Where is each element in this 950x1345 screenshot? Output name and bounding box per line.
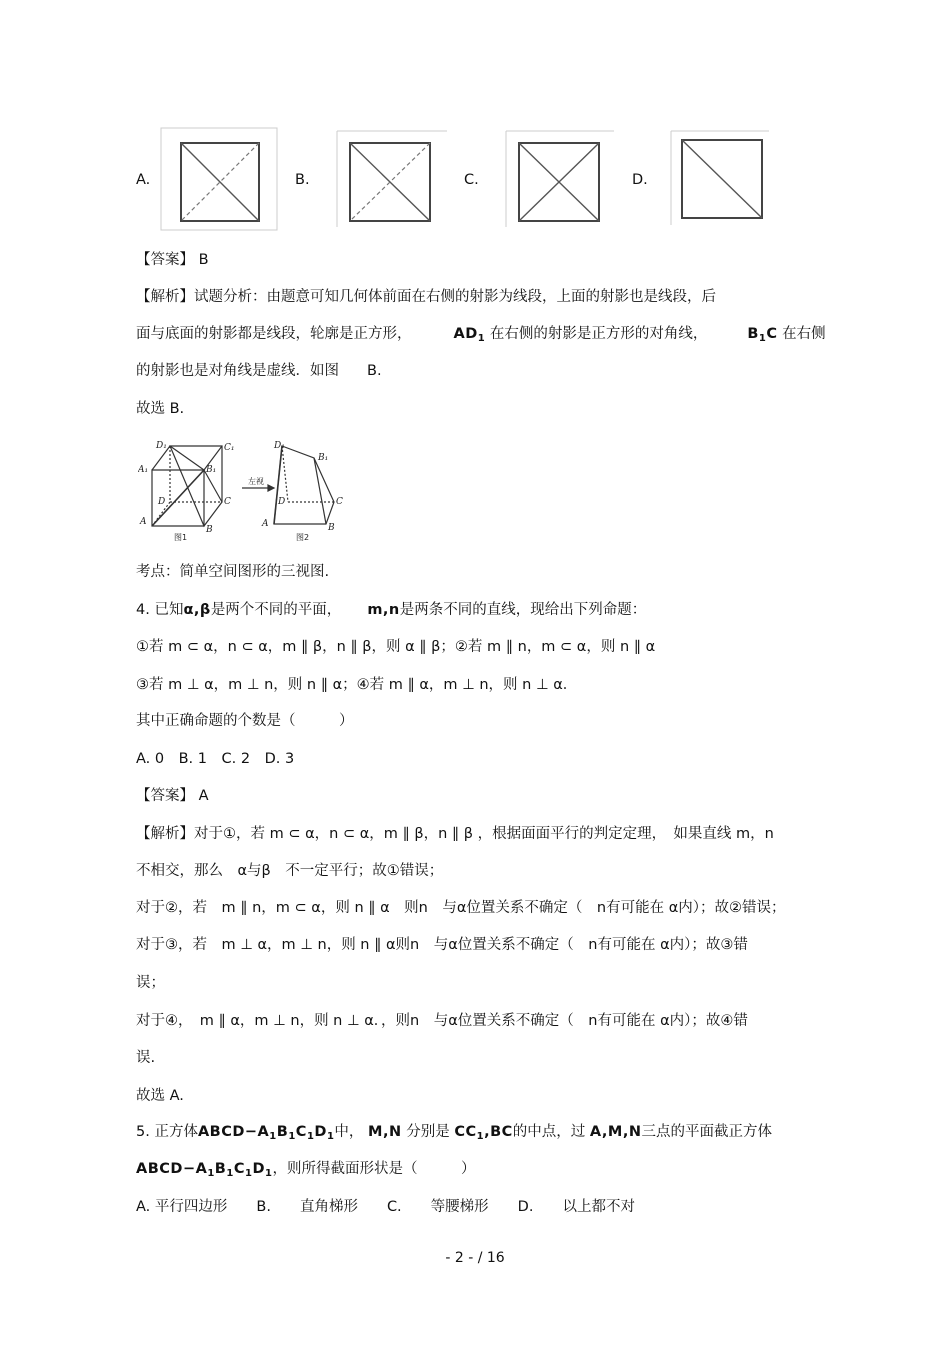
q3-analysis-line2-text-c: 在右侧	[782, 326, 826, 342]
q3-answer: 【答案】 B	[136, 252, 209, 268]
q4-choices: A. 0 B. 1 C. 2 D. 3	[136, 751, 295, 767]
q4-stem: 4. 已知α,β是两个不同的平面， m,n是两条不同的直线，现给出下列命题：	[136, 602, 647, 618]
q3-analysis-line3	[136, 361, 382, 381]
fig-right-label: 图2	[296, 533, 310, 542]
q5-stem-a: 5. 正方体	[136, 1124, 198, 1140]
q3-analysis-line2-text-a: 面与底面的射影都是线段，轮廓是正方形，	[136, 326, 412, 342]
q4-analysis-3: 对于②，若 m ∥ n，m ⊂ α，则 n ∥ α 则n 与α位置关系不确定（ n有可能在 α内）；故②错误；	[136, 900, 786, 916]
svg-text:B: B	[328, 523, 335, 533]
q5-stem-b: 中，	[334, 1124, 364, 1140]
page-footer: - 2 - / 16	[445, 1250, 505, 1266]
svg-text:A₁: A₁	[138, 465, 149, 475]
q3-analysis-line3-answer: B.	[367, 363, 382, 379]
q4-analysis-5: 误；	[136, 975, 165, 991]
svg-text:A: A	[140, 517, 147, 527]
q3-analysis-line3-text: 的射影也是对角线是虚线．如图	[136, 363, 339, 379]
q5-stem-line1: 5. 正方体$ABCD-A_1B_1C_1D_1$中， M,N 分别是 $CC_1,BC$的中点，过 A,M,N三点的平面截正方体	[136, 1124, 772, 1142]
q3-analysis-line1: 【解析】试题分析：由题意可知几何体前面在右侧的射影为线段，上面的射影也是线段，后	[136, 289, 716, 305]
option-b-label: B.	[295, 172, 310, 188]
q4-analysis-6: 对于④， m ∥ α，m ⊥ n，则 n ⊥ α．，则n 与α位置关系不确定（ n有可能在 α内）；故④错	[136, 1013, 748, 1029]
q5-stem-line2: $ABCD-A_1B_1C_1D_1$，则所得截面形状是（ ）	[136, 1161, 476, 1179]
option-c-figure	[505, 130, 615, 228]
svg-text:C₁: C₁	[224, 443, 235, 453]
q5-stem-line2-text: ，则所得截面形状是（ ）	[272, 1161, 476, 1177]
q4-props-2: ③若 m ⊥ α，m ⊥ n，则 n ∥ α；④若 m ∥ α，m ⊥ n，则 n ⊥ α．	[136, 677, 578, 693]
svg-text:D: D	[158, 497, 166, 507]
cube-projection-figure	[138, 438, 358, 542]
option-b-figure	[336, 130, 448, 228]
svg-text:D₁: D₁	[156, 441, 167, 451]
q3-kaodian: 考点：简单空间图形的三视图.	[136, 564, 330, 580]
fig-arrow-label: 左视	[248, 477, 264, 486]
q4-choose: 故选 A.	[136, 1088, 184, 1104]
q3-analysis-line2: 面与底面的射影都是线段，轮廓是正方形， $AD_1$ 在右侧的射影是正方形的对角线， $B_1C$ 在右侧	[136, 326, 826, 344]
q5-choices: A. 平行四边形 B. 直角梯形 C. 等腰梯形 D. 以上都不对	[136, 1199, 635, 1215]
q4-analysis-2: 不相交，那么 α与β 不一定平行；故①错误；	[136, 863, 444, 879]
svg-text:C: C	[224, 497, 231, 507]
q3-choose: 故选 B.	[136, 401, 185, 417]
q5-stem-e: 三点的平面截正方体	[641, 1124, 772, 1140]
q4-stem-b: 是两个不同的平面，	[210, 602, 342, 618]
q4-stem-c: 是两条不同的直线，现给出下列命题：	[399, 602, 647, 618]
svg-text:A: A	[262, 519, 269, 529]
q5-stem-c: 分别是	[406, 1124, 450, 1140]
q4-props-1: ①若 m ⊂ α，n ⊂ α，m ∥ β，n ∥ β，则 α ∥ β；②若 m ∥ n，m ⊂ α，则 n ∥ α	[136, 639, 656, 655]
svg-text:D: D	[278, 497, 286, 507]
q4-answer: 【答案】 A	[136, 788, 209, 804]
q4-analysis-4: 对于③，若 m ⊥ α，m ⊥ n，则 n ∥ α则n 与α位置关系不确定（ n有可能在 α内）；故③错	[136, 937, 748, 953]
svg-text:C: C	[336, 497, 343, 507]
q3-analysis-line2-text-b: 在右侧的射影是正方形的对角线，	[489, 326, 708, 342]
q4-stem-a: 4. 已知	[136, 602, 184, 618]
q4-analysis-1: 【解析】对于①，若 m ⊂ α，n ⊂ α，m ∥ β，n ∥ β ，根据面面平行的判定定理， 如果直线 m，n	[136, 826, 774, 842]
option-a-figure	[160, 127, 278, 231]
fig-left-label: 图1	[174, 533, 188, 542]
q4-analysis-7: 误.	[136, 1050, 156, 1066]
q4-ask: 其中正确命题的个数是（ ）	[136, 713, 354, 729]
svg-text:D₁: D₁	[274, 441, 285, 451]
option-d-figure	[670, 130, 770, 226]
svg-text:B₁: B₁	[318, 453, 329, 463]
option-d-label: D.	[632, 172, 648, 188]
q5-stem-d: 的中点，过	[512, 1124, 586, 1140]
option-c-label: C.	[464, 172, 479, 188]
svg-text:B₁: B₁	[206, 465, 217, 475]
option-a-label: A.	[136, 172, 151, 188]
svg-text:B: B	[206, 525, 213, 535]
